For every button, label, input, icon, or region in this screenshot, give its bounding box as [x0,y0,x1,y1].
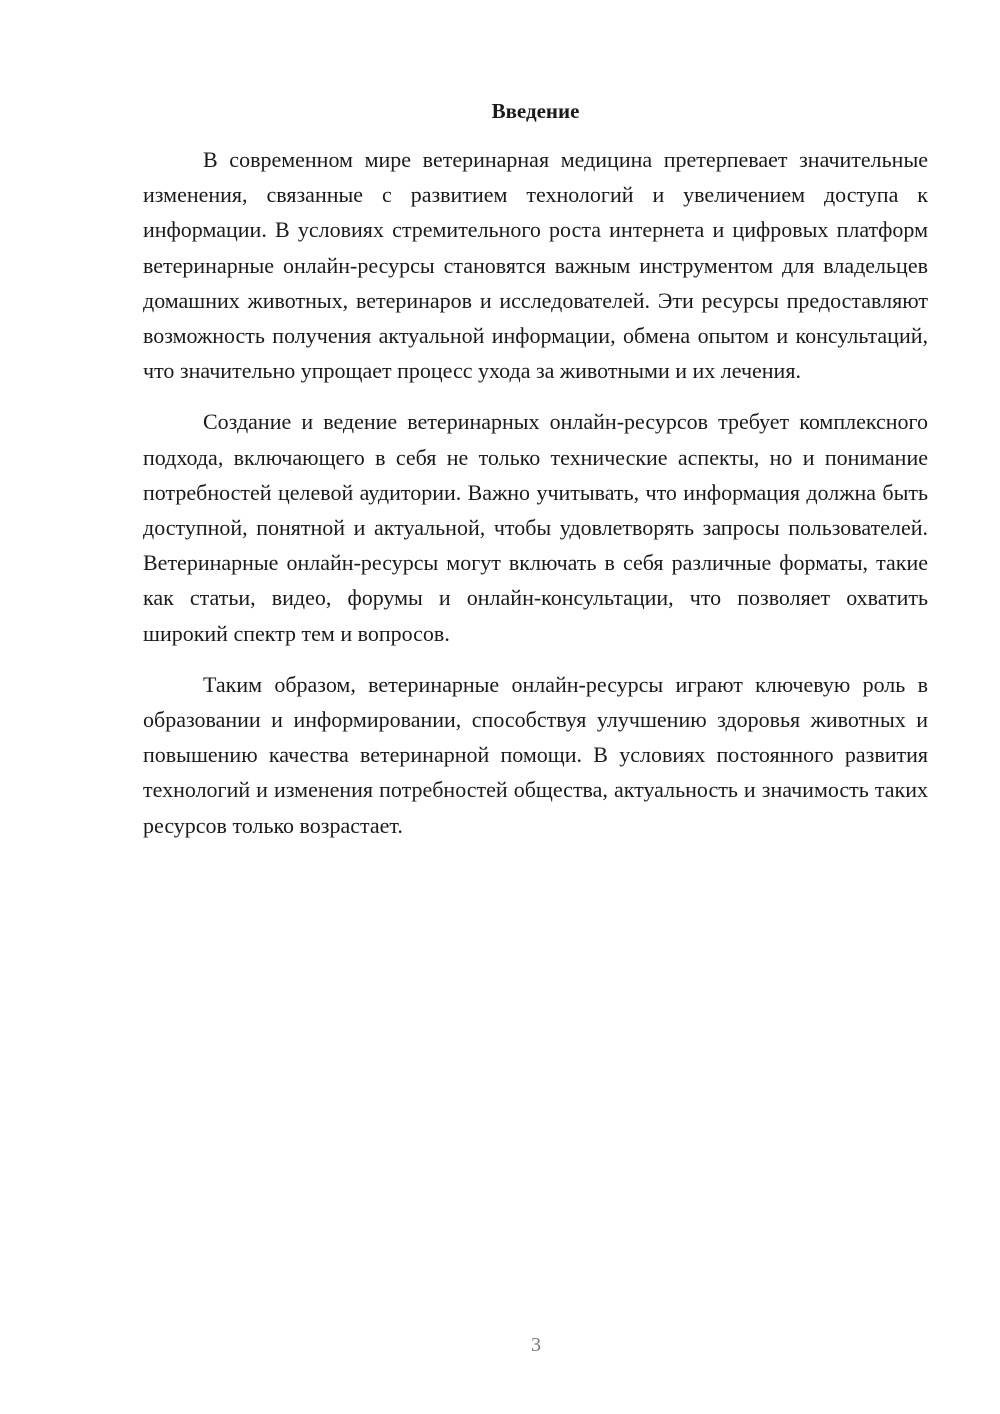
page-title: Введение [491,99,580,123]
body-text [143,142,928,859]
paragraph-2: Создание и ведение ветеринарных онлайн-ресурсов требует комплексного подхода, включающего в себя не только технические аспекты, но и понимание потребностей целевой аудитории. Важно учитывать, что информация должна быть доступной, понятной и актуальной, чтобы удовлетворять запросы пользователей. Ветеринарные онлайн-ресурсы могут включать в себя различные форматы, такие как статьи, видео, форумы и онлайн-консультации, что позволяет охватить широкий спектр тем и вопросов. [143,409,928,646]
paragraph-1: В современном мире ветеринарная медицина претерпевает значительные изменения, связанные с развитием технологий и увеличением доступа к информации. В условиях стремительного роста интернета и цифровых платформ ветеринарные онлайн-ресурсы становятся важным инструментом для владельцев домашних животных, ветеринаров и исследователей. Эти ресурсы предоставляют возможность получения актуальной информации, обмена опытом и консультаций, что значительно упрощает процесс ухода за животными и их лечения. [143,147,928,384]
page-number: 3 [531,1334,541,1356]
paragraph-3: Таким образом, ветеринарные онлайн-ресурсы играют ключевую роль в образовании и информировании, способствуя улучшению здоровья животных и повышению качества ветеринарной помощи. В условиях постоянного развития технологий и изменения потребностей общества, актуальность и значимость таких ресурсов только возрастает. [143,671,928,838]
